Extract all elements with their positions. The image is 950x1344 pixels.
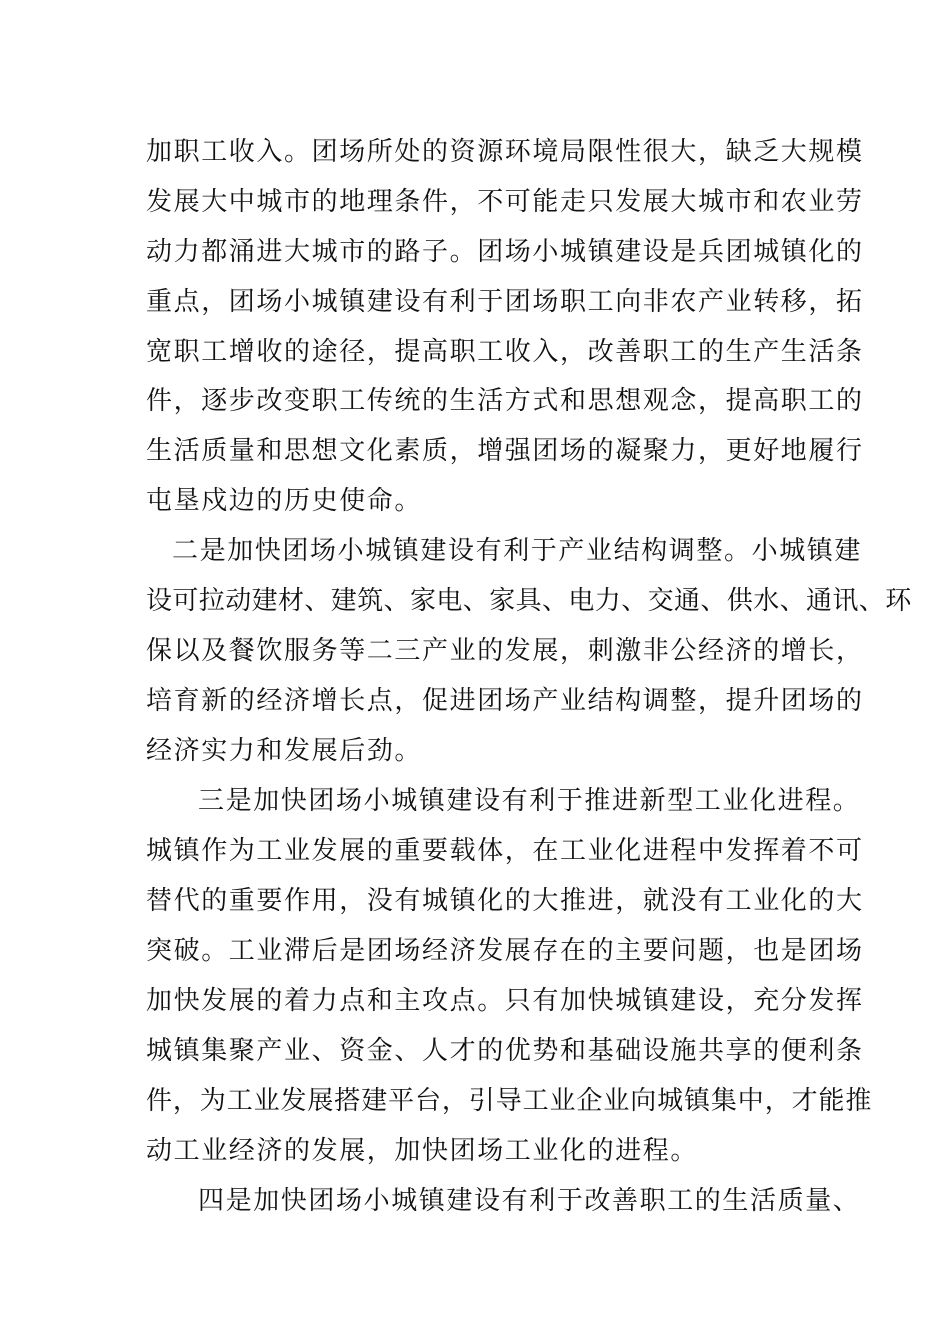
text-line: 设可拉动建材、建筑、家电、家具、电力、交通、供水、通讯、环	[146, 586, 912, 616]
text-line: 动力都涌进大城市的路子。团场小城镇建设是兵团城镇化的	[146, 237, 864, 267]
text-line: 屯垦戍边的历史使命。	[146, 486, 423, 516]
text-line: 保以及餐饮服务等二三产业的发展，刺激非公经济的增长，	[146, 636, 864, 666]
text-line: 突破。工业滞后是团场经济发展存在的主要问题，也是团场	[146, 936, 864, 966]
text-line: 件，逐步改变职工传统的生活方式和思想观念，提高职工的	[146, 386, 864, 416]
text-line: 发展大中城市的地理条件，不可能走只发展大城市和农业劳	[146, 187, 864, 217]
text-line: 重点，团场小城镇建设有利于团场职工向非农产业转移，拓	[146, 287, 864, 317]
text-line: 城镇作为工业发展的重要载体，在工业化进程中发挥着不可	[146, 836, 864, 866]
text-line: 加快发展的着力点和主攻点。只有加快城镇建设，充分发挥	[146, 986, 864, 1016]
text-line: 生活质量和思想文化素质，增强团场的凝聚力，更好地履行	[146, 436, 864, 466]
text-line: 件，为工业发展搭建平台，引导工业企业向城镇集中，才能推	[146, 1086, 873, 1116]
text-line: 宽职工增收的途径，提高职工收入，改善职工的生产生活条	[146, 337, 864, 367]
text-line: 替代的重要作用，没有城镇化的大推进，就没有工业化的大	[146, 886, 864, 916]
paragraph-first-line: 三是加快团场小城镇建设有利于推进新型工业化进程。	[198, 786, 861, 816]
text-line: 城镇集聚产业、资金、人才的优势和基础设施共享的便利条	[146, 1036, 864, 1066]
text-line: 加职工收入。团场所处的资源环境局限性很大，缺乏大规模	[146, 137, 864, 167]
paragraph-first-line: 二是加快团场小城镇建设有利于产业结构调整。小城镇建	[172, 536, 863, 566]
text-line: 动工业经济的发展，加快团场工业化的进程。	[146, 1136, 699, 1166]
text-line: 经济实力和发展后劲。	[146, 736, 423, 766]
text-line: 培育新的经济增长点，促进团场产业结构调整，提升团场的	[146, 686, 864, 716]
paragraph-first-line: 四是加快团场小城镇建设有利于改善职工的生活质量、	[198, 1186, 861, 1216]
